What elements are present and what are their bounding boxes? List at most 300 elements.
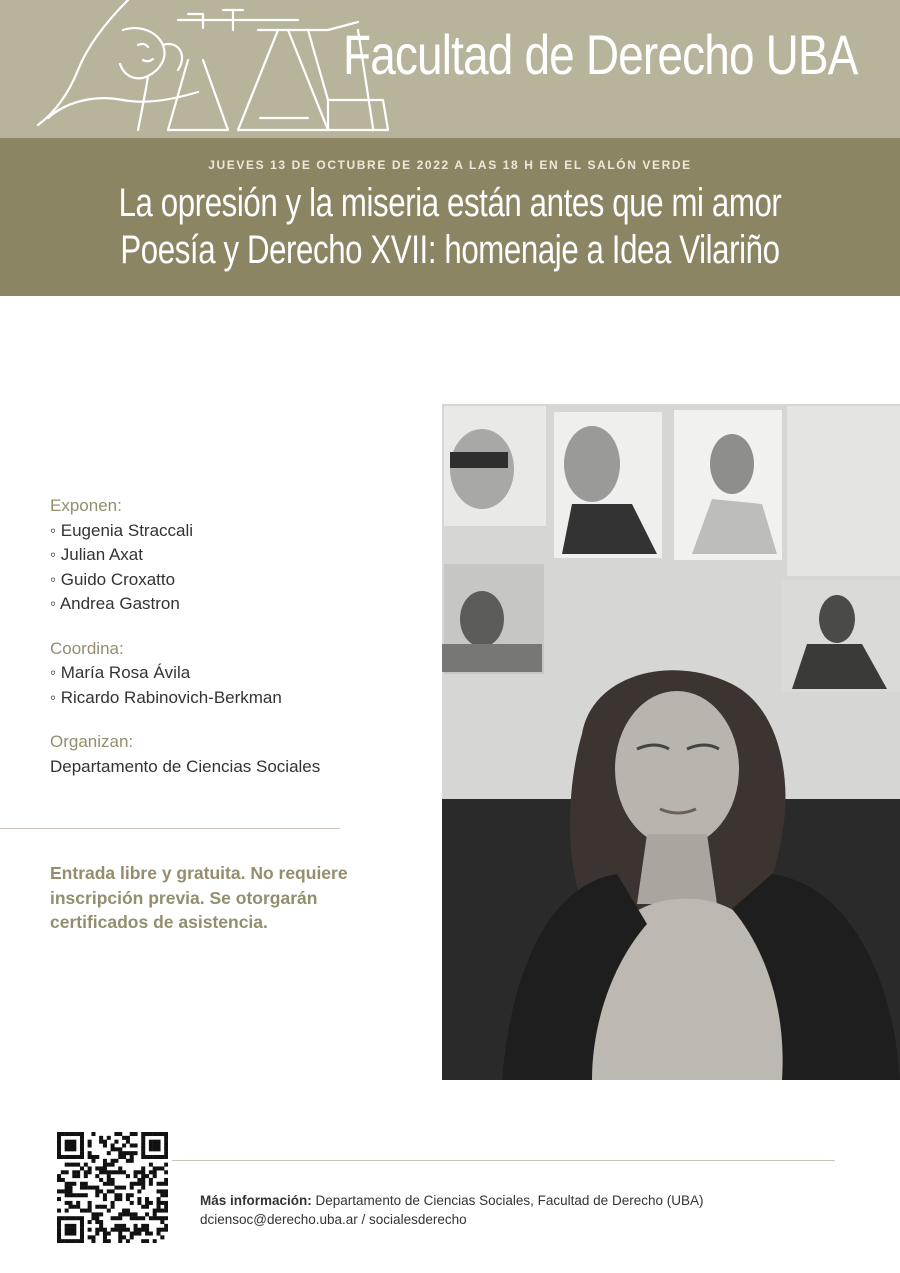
qr-module: [160, 1189, 164, 1193]
qr-module: [68, 1147, 72, 1151]
qr-module: [145, 1205, 149, 1209]
qr-module: [103, 1197, 107, 1201]
organizers-section: [50, 730, 370, 779]
qr-module: [99, 1140, 103, 1144]
qr-module: [99, 1220, 103, 1224]
qr-module: [99, 1189, 103, 1193]
qr-module: [157, 1140, 161, 1144]
qr-module: [72, 1132, 76, 1136]
qr-module: [68, 1155, 72, 1159]
qr-module: [157, 1143, 161, 1147]
qr-module: [118, 1151, 122, 1155]
qr-module: [68, 1228, 72, 1232]
qr-module: [111, 1147, 115, 1151]
qr-module: [164, 1155, 168, 1159]
qr-module: [57, 1239, 61, 1243]
qr-module: [141, 1147, 145, 1151]
qr-module: [157, 1209, 161, 1213]
qr-module: [103, 1143, 107, 1147]
qr-module: [65, 1143, 69, 1147]
qr-module: [57, 1174, 61, 1178]
qr-module: [107, 1136, 111, 1140]
qr-module: [134, 1151, 138, 1155]
speakers-section: [50, 494, 370, 617]
qr-module: [149, 1140, 153, 1144]
qr-module: [72, 1228, 76, 1232]
qr-module: [118, 1216, 122, 1220]
qr-module: [91, 1239, 95, 1243]
qr-module: [111, 1189, 115, 1193]
qr-module: [137, 1216, 141, 1220]
qr-module: [103, 1235, 107, 1239]
qr-module: [57, 1143, 61, 1147]
qr-module: [153, 1174, 157, 1178]
qr-module: [153, 1132, 157, 1136]
qr-module: [122, 1151, 126, 1155]
event-banner: [0, 138, 900, 296]
qr-module: [141, 1166, 145, 1170]
qr-module: [107, 1182, 111, 1186]
qr-module: [164, 1228, 168, 1232]
qr-module: [122, 1235, 126, 1239]
more-info-label: Más información:: [200, 1193, 312, 1208]
qr-module: [153, 1155, 157, 1159]
qr-module: [153, 1170, 157, 1174]
qr-module: [68, 1182, 72, 1186]
qr-module: [88, 1228, 92, 1232]
qr-module: [99, 1178, 103, 1182]
qr-module: [153, 1239, 157, 1243]
qr-module: [122, 1136, 126, 1140]
qr-module: [122, 1224, 126, 1228]
qr-module: [126, 1197, 130, 1201]
qr-module: [76, 1163, 80, 1167]
footer-info: [200, 1191, 703, 1229]
speakers-heading: Exponen:: [50, 496, 122, 515]
qr-module: [137, 1228, 141, 1232]
qr-module: [141, 1136, 145, 1140]
qr-module: [118, 1193, 122, 1197]
qr-module: [114, 1132, 118, 1136]
qr-module: [118, 1197, 122, 1201]
speaker-item: ◦ Eugenia Straccali: [50, 519, 370, 544]
qr-module: [164, 1189, 168, 1193]
qr-module: [84, 1182, 88, 1186]
qr-module: [153, 1147, 157, 1151]
qr-module: [80, 1143, 84, 1147]
qr-module: [141, 1151, 145, 1155]
qr-module: [57, 1178, 61, 1182]
qr-module: [134, 1132, 138, 1136]
qr-module: [84, 1163, 88, 1167]
qr-module: [68, 1216, 72, 1220]
qr-code-icon[interactable]: [57, 1132, 168, 1243]
qr-module: [84, 1193, 88, 1197]
qr-module: [164, 1140, 168, 1144]
qr-module: [68, 1143, 72, 1147]
qr-module: [68, 1239, 72, 1243]
qr-module: [61, 1239, 65, 1243]
qr-module: [118, 1132, 122, 1136]
qr-module: [145, 1228, 149, 1232]
qr-module: [88, 1220, 92, 1224]
qr-module: [107, 1209, 111, 1213]
qr-module: [68, 1163, 72, 1167]
qr-module: [126, 1228, 130, 1232]
qr-module: [145, 1174, 149, 1178]
qr-module: [160, 1132, 164, 1136]
qr-module: [88, 1143, 92, 1147]
qr-module: [137, 1197, 141, 1201]
qr-module: [57, 1136, 61, 1140]
qr-module: [57, 1228, 61, 1232]
qr-module: [145, 1155, 149, 1159]
event-details: [50, 494, 370, 799]
qr-module: [137, 1170, 141, 1174]
qr-module: [153, 1209, 157, 1213]
qr-module: [141, 1216, 145, 1220]
qr-module: [164, 1224, 168, 1228]
qr-module: [164, 1143, 168, 1147]
qr-module: [68, 1205, 72, 1209]
qr-module: [57, 1216, 61, 1220]
qr-module: [61, 1216, 65, 1220]
qr-module: [80, 1193, 84, 1197]
qr-module: [137, 1178, 141, 1182]
qr-module: [157, 1205, 161, 1209]
qr-module: [80, 1155, 84, 1159]
qr-module: [126, 1136, 130, 1140]
qr-module: [57, 1224, 61, 1228]
qr-module: [72, 1163, 76, 1167]
qr-module: [95, 1205, 99, 1209]
qr-module: [114, 1193, 118, 1197]
qr-module: [141, 1174, 145, 1178]
qr-module: [160, 1155, 164, 1159]
qr-module: [57, 1197, 61, 1201]
qr-module: [122, 1228, 126, 1232]
qr-module: [61, 1178, 65, 1182]
qr-module: [126, 1193, 130, 1197]
qr-module: [118, 1239, 122, 1243]
qr-module: [76, 1216, 80, 1220]
qr-module: [80, 1147, 84, 1151]
qr-module: [76, 1132, 80, 1136]
qr-module: [145, 1201, 149, 1205]
qr-module: [114, 1186, 118, 1190]
qr-module: [111, 1205, 115, 1209]
qr-module: [72, 1147, 76, 1151]
qr-module: [95, 1186, 99, 1190]
qr-module: [95, 1232, 99, 1236]
qr-module: [130, 1193, 134, 1197]
qr-module: [164, 1201, 168, 1205]
coordinator-item: ◦ Ricardo Rabinovich-Berkman: [50, 686, 370, 711]
qr-module: [149, 1170, 153, 1174]
qr-module: [145, 1239, 149, 1243]
qr-module: [134, 1232, 138, 1236]
qr-module: [164, 1147, 168, 1151]
qr-module: [65, 1186, 69, 1190]
qr-module: [149, 1216, 153, 1220]
qr-module: [122, 1143, 126, 1147]
coordination-section: [50, 637, 370, 711]
qr-module: [65, 1182, 69, 1186]
qr-module: [72, 1239, 76, 1243]
qr-module: [130, 1186, 134, 1190]
qr-module: [65, 1140, 69, 1144]
qr-module: [72, 1205, 76, 1209]
qr-module: [103, 1170, 107, 1174]
qr-module: [114, 1159, 118, 1163]
qr-module: [107, 1239, 111, 1243]
footer-divider: [172, 1160, 835, 1161]
qr-module: [91, 1235, 95, 1239]
qr-module: [126, 1239, 130, 1243]
qr-module: [114, 1147, 118, 1151]
qr-module: [157, 1216, 161, 1220]
organizer-name: Departamento de Ciencias Sociales: [50, 756, 321, 776]
qr-module: [164, 1205, 168, 1209]
qr-module: [65, 1163, 69, 1167]
qr-module: [153, 1216, 157, 1220]
qr-module: [134, 1228, 138, 1232]
qr-module: [122, 1155, 126, 1159]
qr-module: [72, 1216, 76, 1220]
qr-module: [72, 1174, 76, 1178]
qr-module: [157, 1201, 161, 1205]
qr-module: [91, 1216, 95, 1220]
qr-module: [88, 1209, 92, 1213]
qr-module: [130, 1212, 134, 1216]
qr-module: [126, 1151, 130, 1155]
qr-module: [149, 1201, 153, 1205]
qr-module: [103, 1239, 107, 1243]
qr-module: [145, 1132, 149, 1136]
qr-module: [103, 1163, 107, 1167]
qr-module: [160, 1193, 164, 1197]
qr-module: [57, 1151, 61, 1155]
qr-module: [141, 1140, 145, 1144]
qr-module: [111, 1170, 115, 1174]
qr-module: [114, 1197, 118, 1201]
portrait-photo: [442, 404, 900, 1080]
qr-module: [149, 1155, 153, 1159]
qr-module: [76, 1205, 80, 1209]
qr-module: [88, 1140, 92, 1144]
qr-module: [57, 1220, 61, 1224]
event-date: JUEVES 13 DE OCTUBRE DE 2022 A LAS 18 H EN EL SALÓN VERDE: [208, 158, 692, 172]
qr-module: [88, 1205, 92, 1209]
qr-module: [95, 1220, 99, 1224]
qr-module: [111, 1159, 115, 1163]
qr-module: [114, 1170, 118, 1174]
qr-module: [88, 1235, 92, 1239]
qr-module: [141, 1132, 145, 1136]
qr-module: [164, 1216, 168, 1220]
qr-module: [114, 1228, 118, 1232]
qr-module: [111, 1143, 115, 1147]
contact-line[interactable]: dciensoc@derecho.uba.ar / socialesderecho: [200, 1212, 467, 1227]
qr-module: [99, 1224, 103, 1228]
qr-module: [72, 1182, 76, 1186]
more-info-text: Departamento de Ciencias Sociales, Facultad de Derecho (UBA): [315, 1193, 704, 1208]
qr-module: [95, 1216, 99, 1220]
qr-module: [130, 1235, 134, 1239]
qr-module: [68, 1201, 72, 1205]
qr-module: [130, 1216, 134, 1220]
qr-module: [76, 1170, 80, 1174]
qr-module: [65, 1232, 69, 1236]
qr-module: [103, 1193, 107, 1197]
qr-module: [57, 1235, 61, 1239]
qr-module: [164, 1193, 168, 1197]
qr-module: [157, 1232, 161, 1236]
qr-module: [76, 1239, 80, 1243]
qr-module: [164, 1151, 168, 1155]
qr-module: [65, 1209, 69, 1213]
qr-module: [95, 1189, 99, 1193]
qr-module: [118, 1235, 122, 1239]
qr-module: [91, 1159, 95, 1163]
qr-module: [80, 1239, 84, 1243]
qr-module: [65, 1170, 69, 1174]
qr-module: [72, 1155, 76, 1159]
qr-module: [130, 1143, 134, 1147]
qr-module: [76, 1174, 80, 1178]
qr-module: [61, 1155, 65, 1159]
qr-module: [76, 1155, 80, 1159]
qr-module: [149, 1143, 153, 1147]
qr-module: [157, 1155, 161, 1159]
qr-module: [68, 1193, 72, 1197]
qr-module: [160, 1166, 164, 1170]
qr-module: [95, 1212, 99, 1216]
qr-module: [118, 1155, 122, 1159]
qr-module: [99, 1212, 103, 1216]
qr-module: [84, 1170, 88, 1174]
qr-module: [149, 1178, 153, 1182]
qr-module: [134, 1143, 138, 1147]
qr-module: [122, 1186, 126, 1190]
qr-module: [76, 1193, 80, 1197]
qr-module: [145, 1232, 149, 1236]
qr-module: [130, 1201, 134, 1205]
qr-module: [80, 1209, 84, 1213]
qr-module: [80, 1232, 84, 1236]
qr-module: [111, 1201, 115, 1205]
qr-module: [134, 1212, 138, 1216]
qr-module: [145, 1224, 149, 1228]
speaker-item: ◦ Andrea Gastron: [50, 592, 370, 617]
qr-module: [157, 1197, 161, 1201]
qr-module: [57, 1232, 61, 1236]
qr-module: [103, 1205, 107, 1209]
qr-module: [72, 1170, 76, 1174]
qr-module: [157, 1132, 161, 1136]
qr-module: [164, 1182, 168, 1186]
qr-module: [118, 1147, 122, 1151]
qr-module: [72, 1143, 76, 1147]
qr-module: [76, 1201, 80, 1205]
qr-module: [160, 1235, 164, 1239]
qr-module: [99, 1166, 103, 1170]
qr-module: [88, 1151, 92, 1155]
qr-module: [88, 1155, 92, 1159]
qr-module: [153, 1212, 157, 1216]
qr-module: [164, 1209, 168, 1213]
qr-module: [103, 1159, 107, 1163]
qr-module: [122, 1209, 126, 1213]
qr-module: [130, 1159, 134, 1163]
qr-module: [80, 1132, 84, 1136]
qr-module: [114, 1140, 118, 1144]
qr-module: [141, 1155, 145, 1159]
admission-notice: Entrada libre y gratuita. No requiere inscripción previa. Se otorgarán certificados de asistencia.: [50, 863, 348, 932]
qr-module: [141, 1182, 145, 1186]
qr-module: [126, 1159, 130, 1163]
qr-module: [88, 1170, 92, 1174]
qr-module: [99, 1228, 103, 1232]
qr-module: [118, 1186, 122, 1190]
qr-module: [118, 1170, 122, 1174]
qr-module: [134, 1224, 138, 1228]
qr-module: [91, 1155, 95, 1159]
qr-module: [122, 1170, 126, 1174]
qr-module: [137, 1201, 141, 1205]
qr-module: [65, 1132, 69, 1136]
qr-module: [118, 1232, 122, 1236]
qr-module: [57, 1209, 61, 1213]
qr-module: [130, 1132, 134, 1136]
qr-module: [57, 1147, 61, 1151]
qr-module: [126, 1174, 130, 1178]
qr-module: [157, 1228, 161, 1232]
qr-module: [61, 1132, 65, 1136]
qr-module: [80, 1140, 84, 1144]
qr-module: [103, 1182, 107, 1186]
qr-module: [164, 1170, 168, 1174]
qr-module: [164, 1136, 168, 1140]
qr-module: [80, 1224, 84, 1228]
qr-module: [65, 1224, 69, 1228]
qr-module: [57, 1132, 61, 1136]
qr-module: [118, 1228, 122, 1232]
divider: [0, 828, 340, 829]
qr-module: [72, 1140, 76, 1144]
qr-module: [111, 1163, 115, 1167]
qr-module: [130, 1151, 134, 1155]
qr-module: [118, 1166, 122, 1170]
qr-module: [88, 1186, 92, 1190]
header: [0, 0, 900, 138]
qr-module: [160, 1220, 164, 1224]
qr-module: [164, 1132, 168, 1136]
qr-module: [107, 1232, 111, 1236]
qr-module: [65, 1201, 69, 1205]
qr-module: [149, 1147, 153, 1151]
qr-module: [80, 1136, 84, 1140]
qr-module: [80, 1186, 84, 1190]
qr-module: [65, 1147, 69, 1151]
qr-module: [91, 1186, 95, 1190]
qr-module: [141, 1186, 145, 1190]
qr-module: [103, 1140, 107, 1144]
qr-module: [160, 1182, 164, 1186]
portrait-photo-illustration: [442, 404, 900, 1080]
qr-module: [65, 1216, 69, 1220]
qr-module: [111, 1182, 115, 1186]
